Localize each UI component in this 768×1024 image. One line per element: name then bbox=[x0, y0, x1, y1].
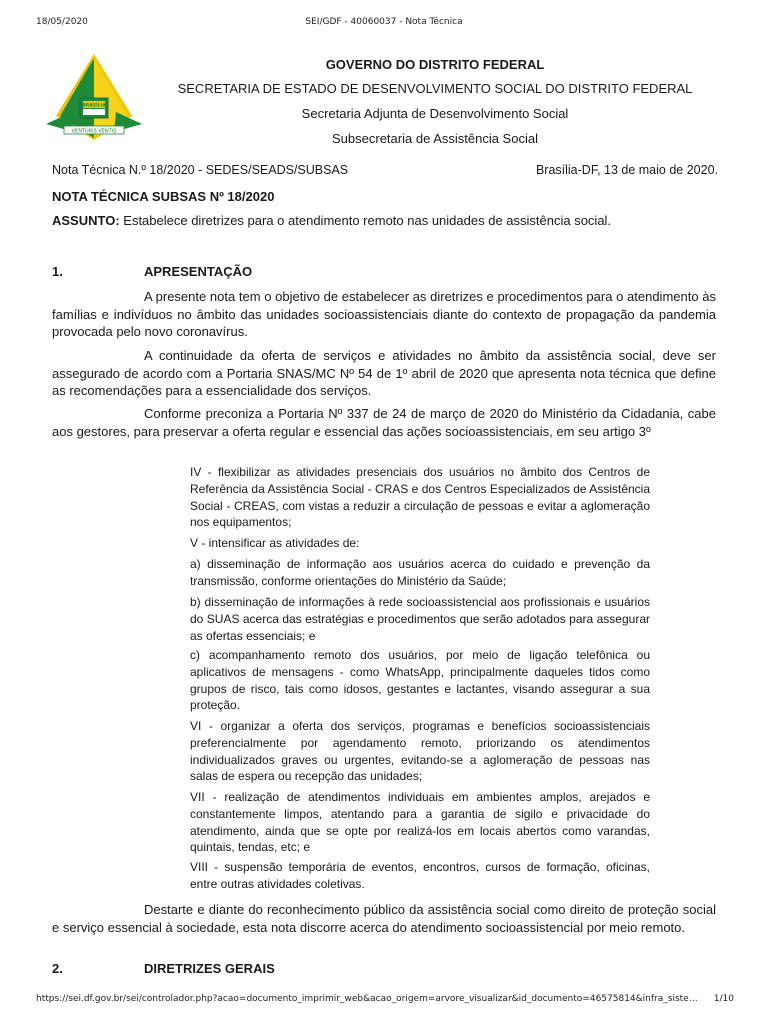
coat-of-arms-icon bbox=[44, 54, 144, 144]
paragraph-2: A continuidade da oferta de serviços e atividades no âmbito da assistência social, deve ser assegurado de acordo com a Portaria SNAS/MC Nº 54 de 1º abril de 2020 que apresenta nota técnica que define as recomendações para a essencialidade dos serviços. bbox=[52, 348, 716, 398]
quote-item-iv: IV - flexibilizar as atividades presenciais dos usuários no âmbito dos Centros de Referência da Assistência Social - CRAS e dos Centros Especializados de Assistência Social - CREAS, com vistas a reduzir a circulação de pessoas e evitar a aglomeração nos equipamentos; bbox=[190, 465, 650, 530]
letterhead-government: GOVERNO DO DISTRITO FEDERAL bbox=[325, 57, 545, 72]
print-header bbox=[0, 17, 768, 31]
quote-item-b: b) disseminação de informações à rede socioassistencial aos profissionais e usuários do SUAS acerca das estratégias e procedimentos que serão adotados para assegurar as ofertas essenciais; e bbox=[190, 595, 650, 643]
section-title: APRESENTAÇÃO bbox=[144, 264, 253, 279]
subject-text: Estabelece diretrizes para o atendimento remoto nas unidades de assistência social. bbox=[119, 213, 612, 228]
section-title: DIRETRIZES GERAIS bbox=[144, 961, 275, 976]
paragraph-1: A presente nota tem o objetivo de estabelecer as diretrizes e procedimentos para o atendimento às famílias e indivíduos no âmbito das unidades socioassistenciais diante do contexto de propagação da pandemia provocada pelo novo coronavírus. bbox=[52, 289, 716, 339]
svg-text:BRASÍLIA: BRASÍLIA bbox=[82, 103, 106, 109]
section-number: 2. bbox=[52, 961, 63, 976]
document-title: NOTA TÉCNICA SUBSAS Nº 18/2020 bbox=[52, 189, 275, 204]
quote-item-viii: VIII - suspensão temporária de eventos, encontros, cursos de formação, oficinas, entre outras atividades coletivas. bbox=[190, 860, 650, 891]
quote-item-vi: VI - organizar a oferta dos serviços, programas e benefícios socioassistenciais preferencialmente por agendamento remoto, priorizando os atendimentos individualizados graves ou urgentes, evitando-se a aglomeração de pessoas nas salas de espera ou recepção das unidades; bbox=[190, 719, 650, 784]
document-place-date: Brasília-DF, 13 de maio de 2020. bbox=[535, 163, 718, 177]
document-reference-number: Nota Técnica N.º 18/2020 - SEDES/SEADS/SUBSAS bbox=[52, 163, 349, 177]
section-number: 1. bbox=[52, 264, 63, 279]
letterhead-subsecretariat: Subsecretaria de Assistência Social bbox=[332, 131, 538, 146]
print-date: 18/05/2020 bbox=[36, 17, 88, 27]
letterhead-secretariat: SECRETARIA DE ESTADO DE DESENVOLVIMENTO SOCIAL DO DISTRITO FEDERAL bbox=[177, 81, 693, 96]
print-footer bbox=[0, 994, 768, 1008]
svg-text:VENTURIS VENTIS: VENTURIS VENTIS bbox=[71, 128, 117, 135]
print-doc-title: SEI/GDF - 40060037 - Nota Técnica bbox=[305, 17, 463, 27]
paragraph-3: Conforme preconiza a Portaria Nº 337 de 24 de março de 2020 do Ministério da Cidadania, cabe aos gestores, para preservar a oferta regular e essencial das ações socioassistenciais, em seu artigo 3º bbox=[52, 406, 716, 439]
letterhead-adjunct-secretariat: Secretaria Adjunta de Desenvolvimento Social bbox=[301, 106, 569, 121]
quote-item-c: c) acompanhamento remoto dos usuários, por meio de ligação telefônica ou aplicativos de mensagens - como WhatsApp, principalmente daqueles tidos como grupos de risco, tais como idosos, gestantes e lactantes, visando assegurar a sua proteção. bbox=[190, 648, 650, 713]
gdf-coat-of-arms-logo bbox=[44, 54, 144, 144]
quote-item-v: V - intensificar as atividades de: bbox=[190, 536, 360, 550]
subject-label: ASSUNTO: bbox=[52, 213, 120, 228]
paragraph-4: Destarte e diante do reconhecimento público da assistência social como direito de proteção social e serviço essencial à sociedade, esta nota discorre acerca do atendimento socioassistencial por meio remoto. bbox=[52, 902, 716, 935]
quote-item-vii: VII - realização de atendimentos individuais em ambientes amplos, arejados e constantemente limpos, atentando para a garantia de sigilo e privacidade do atendimento, ainda que se opte por realizá-los em locais abertos como varandas, quintais, tendas, etc; e bbox=[190, 790, 650, 855]
document-subject bbox=[52, 213, 611, 228]
page-number: 1/10 bbox=[713, 994, 734, 1004]
quote-item-a: a) disseminação de informação aos usuários acerca do cuidado e prevenção da transmissão, conforme orientações do Ministério da Saúde; bbox=[190, 557, 650, 588]
document-url-link[interactable]: https://sei.df.gov.br/sei/controlador.php?acao=documento_imprimir_web&acao_origem=arvore_visualizar&id_documento=46575814&infra_siste… bbox=[36, 994, 698, 1004]
